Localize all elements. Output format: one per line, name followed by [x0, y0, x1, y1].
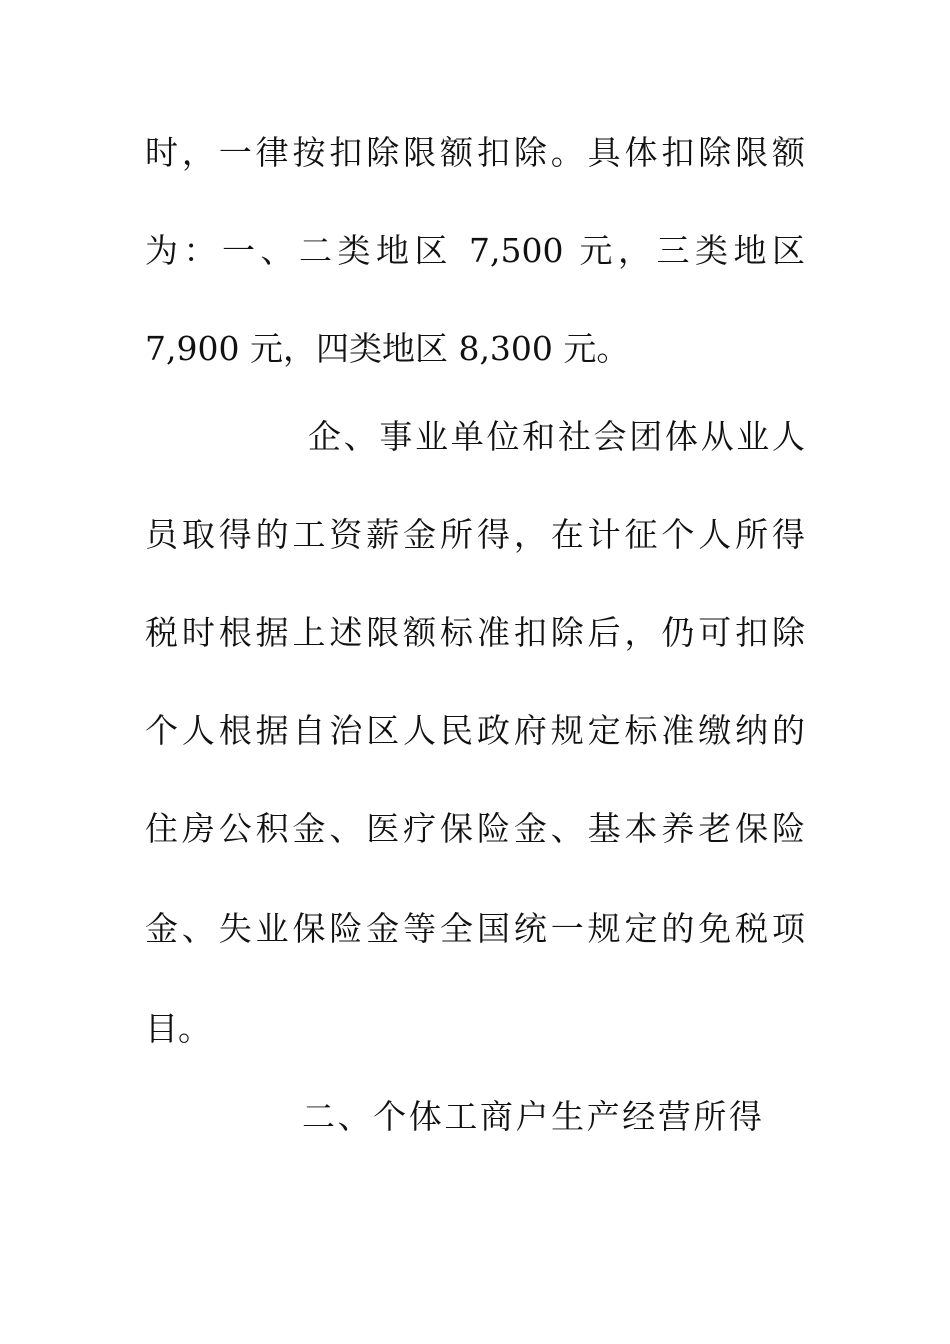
paragraph-2-line-2: 员取得的工资薪金所得，在计征个人所得	[145, 515, 805, 554]
paragraph-2-line-6: 金、失业保险金等全国统一规定的免税项	[145, 909, 805, 948]
paragraph-1-line-3: 7,900 元，四类地区 8,300 元。	[145, 329, 630, 368]
paragraph-2-line-3: 税时根据上述限额标准扣除后，仍可扣除	[145, 613, 805, 652]
paragraph-1-line-1: 时，一律按扣除限额扣除。具体扣除限额	[145, 133, 805, 172]
paragraph-2-line-4: 个人根据自治区人民政府规定标准缴纳的	[145, 711, 805, 750]
section-heading: 二、个体工商户生产经营所得	[302, 1097, 762, 1136]
paragraph-2-line-1: 企、事业单位和社会团体从业人	[308, 417, 805, 456]
paragraph-1-line-2: 为：一、二类地区 7,500 元，三类地区	[145, 231, 805, 270]
paragraph-2-line-5: 住房公积金、医疗保险金、基本养老保险	[145, 809, 805, 848]
paragraph-2-line-7: 目。	[145, 1009, 211, 1048]
